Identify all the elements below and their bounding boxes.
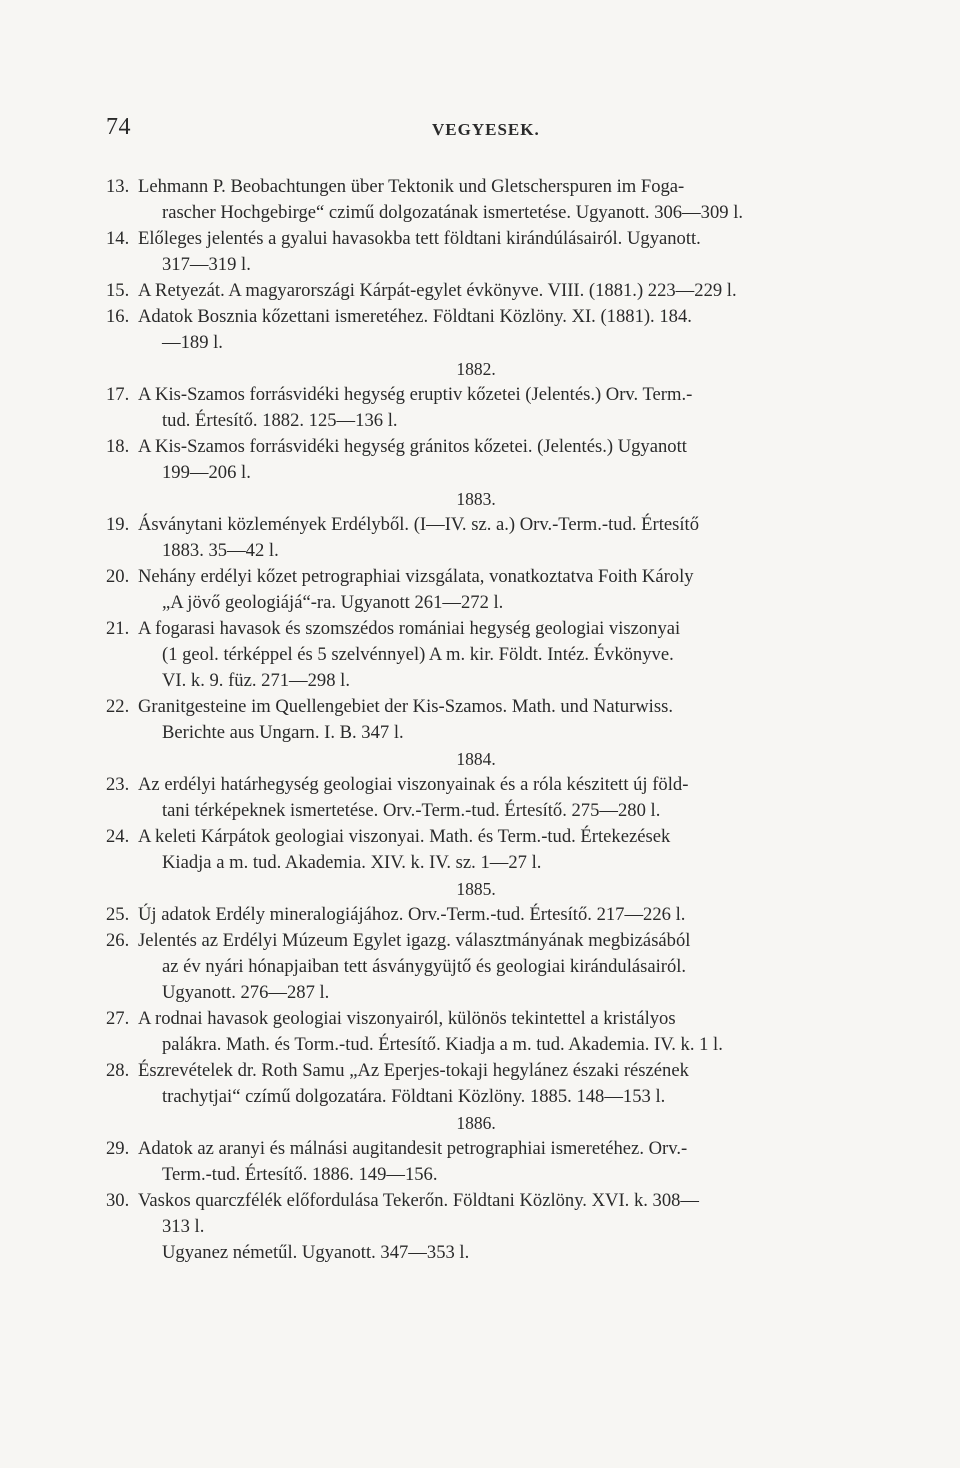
bibliography-entry bbox=[106, 564, 858, 616]
entry-text bbox=[138, 512, 858, 564]
entry-line: rascher Hochgebirge“ czimű dolgozatának ismertetése. Ugyanott. 306—309 l. bbox=[162, 202, 744, 223]
bibliography-entry bbox=[106, 382, 858, 434]
entry-number: 17. bbox=[106, 384, 130, 405]
entry-number: 16. bbox=[106, 306, 130, 327]
entry-line: A Kis-Szamos forrásvidéki hegység gránitos kőzetei. (Jelentés.) Ugyanott bbox=[138, 436, 687, 457]
entry-text bbox=[138, 1188, 858, 1266]
year-heading: 1882. bbox=[456, 359, 496, 379]
entry-text bbox=[138, 1136, 858, 1188]
entry-line: Berichte aus Ungarn. I. B. 347 l. bbox=[162, 722, 404, 743]
bibliography-entry bbox=[106, 174, 858, 226]
entry-text bbox=[138, 174, 858, 226]
bibliography-entry bbox=[106, 304, 858, 356]
entry-line: tud. Értesítő. 1882. 125—136 l. bbox=[162, 410, 398, 431]
entry-line: palákra. Math. és Torm.-tud. Értesítő. Kiadja a m. tud. Akademia. IV. k. 1 l. bbox=[162, 1034, 723, 1055]
entry-line: az év nyári hónapjaiban tett ásványgyüjtő és geologiai kirándulásairól. bbox=[162, 956, 687, 977]
entry-line: (1 geol. térképpel és 5 szelvénnyel) A m. kir. Földt. Intéz. Évkönyve. bbox=[162, 644, 674, 665]
entry-text bbox=[138, 928, 858, 1006]
entry-number: 30. bbox=[106, 1190, 130, 1211]
entry-number: 18. bbox=[106, 436, 130, 457]
bibliography-entry bbox=[106, 1058, 858, 1110]
year-heading: 1883. bbox=[456, 489, 496, 509]
entry-line: tani térképeknek ismertetése. Orv.-Term.-tud. Értesítő. 275—280 l. bbox=[162, 800, 661, 821]
entry-line: A Retyezát. A magyarországi Kárpát-egylet évkönyve. VIII. (1881.) 223—229 l. bbox=[138, 280, 737, 301]
entry-text bbox=[138, 304, 858, 356]
page-number: 74 bbox=[106, 114, 131, 140]
entry-line: Term.-tud. Értesítő. 1886. 149—156. bbox=[162, 1164, 438, 1185]
entry-text bbox=[138, 434, 858, 486]
bibliography-entry bbox=[106, 616, 858, 694]
bibliography-entry bbox=[106, 434, 858, 486]
entry-number: 21. bbox=[106, 618, 130, 639]
bibliography-entry bbox=[106, 1136, 858, 1188]
entry-number: 15. bbox=[106, 280, 130, 301]
entry-number: 22. bbox=[106, 696, 130, 717]
bibliography-entry bbox=[106, 512, 858, 564]
entry-number: 29. bbox=[106, 1138, 130, 1159]
year-heading: 1884. bbox=[456, 749, 496, 769]
entry-text bbox=[138, 226, 858, 278]
entry-text bbox=[138, 278, 858, 304]
entry-line: Észrevételek dr. Roth Samu „Az Eperjes-tokaji hegylánez északi részének bbox=[138, 1060, 689, 1081]
entry-line: 317—319 l. bbox=[162, 254, 251, 275]
entry-line: Lehmann P. Beobachtungen über Tektonik und Gletscherspuren im Foga- bbox=[138, 176, 685, 197]
entry-line: Előleges jelentés a gyalui havasokba tett földtani kirándúlásairól. Ugyanott. bbox=[138, 228, 701, 249]
entry-line: Az erdélyi határhegység geologiai viszonyainak és a róla készitett új föld- bbox=[138, 774, 689, 795]
entry-number: 26. bbox=[106, 930, 130, 951]
bibliography-entry bbox=[106, 902, 858, 928]
entry-line: trachytjai“ czímű dolgozatára. Földtani Közlöny. 1885. 148—153 l. bbox=[162, 1086, 666, 1107]
bibliography-entry bbox=[106, 772, 858, 824]
running-title: VEGYESEK. bbox=[432, 120, 540, 139]
entry-line: A keleti Kárpátok geologiai viszonyai. Math. és Term.-tud. Értekezések bbox=[138, 826, 671, 847]
entry-line: 313 l. bbox=[162, 1216, 205, 1237]
entry-line: Jelentés az Erdélyi Múzeum Egylet igazg. választmányának megbizásából bbox=[138, 930, 691, 951]
entry-number: 14. bbox=[106, 228, 130, 249]
entry-line: —189 l. bbox=[162, 332, 223, 353]
entry-number: 23. bbox=[106, 774, 130, 795]
entry-line: Kiadja a m. tud. Akademia. XIV. k. IV. sz. 1—27 l. bbox=[162, 852, 542, 873]
bibliography-entry bbox=[106, 226, 858, 278]
entry-text bbox=[138, 772, 858, 824]
entry-line: VI. k. 9. füz. 271—298 l. bbox=[162, 670, 350, 691]
entry-line: Adatok Bosznia kőzettani ismeretéhez. Földtani Közlöny. XI. (1881). 184. bbox=[138, 306, 692, 327]
entry-line: Nehány erdélyi kőzet petrographiai vizsgálata, vonatkoztatva Foith Károly bbox=[138, 566, 694, 587]
entry-text bbox=[138, 564, 858, 616]
entry-number: 28. bbox=[106, 1060, 130, 1081]
entry-line: 1883. 35—42 l. bbox=[162, 540, 279, 561]
bibliography-entry bbox=[106, 278, 858, 304]
bibliography-entry bbox=[106, 824, 858, 876]
year-heading: 1886. bbox=[456, 1113, 496, 1133]
entry-line: 199—206 l. bbox=[162, 462, 251, 483]
entry-line: Ugyanott. 276—287 l. bbox=[162, 982, 330, 1003]
bibliography-entry bbox=[106, 1006, 858, 1058]
entry-number: 19. bbox=[106, 514, 130, 535]
entry-text bbox=[138, 1006, 858, 1058]
bibliography-entry bbox=[106, 928, 858, 1006]
entry-line: A rodnai havasok geologiai viszonyairól, különös tekintettel a kristályos bbox=[138, 1008, 676, 1029]
entry-number: 13. bbox=[106, 176, 130, 197]
entry-number: 24. bbox=[106, 826, 130, 847]
bibliography-list bbox=[106, 174, 858, 1266]
entry-text bbox=[138, 616, 858, 694]
entry-number: 20. bbox=[106, 566, 130, 587]
entry-text bbox=[138, 1058, 858, 1110]
entry-line: Vaskos quarczfélék előfordulása Tekerőn. Földtani Közlöny. XVI. k. 308— bbox=[138, 1190, 700, 1211]
entry-line: Ugyanez németűl. Ugyanott. 347—353 l. bbox=[162, 1242, 470, 1263]
entry-line: Adatok az aranyi és málnási augitandesit petrographiai ismeretéhez. Orv.- bbox=[138, 1138, 688, 1159]
bibliography-entry bbox=[106, 694, 858, 746]
entry-text bbox=[138, 694, 858, 746]
entry-line: A Kis-Szamos forrásvidéki hegység eruptiv kőzetei (Jelentés.) Orv. Term.- bbox=[138, 384, 693, 405]
year-heading: 1885. bbox=[456, 879, 496, 899]
entry-number: 27. bbox=[106, 1008, 130, 1029]
bibliography-entry bbox=[106, 1188, 858, 1266]
entry-number: 25. bbox=[106, 904, 130, 925]
entry-line: A fogarasi havasok és szomszédos romániai hegység geologiai viszonyai bbox=[138, 618, 681, 639]
entry-text bbox=[138, 382, 858, 434]
entry-text bbox=[138, 902, 858, 928]
entry-line: „A jövő geologiájá“-ra. Ugyanott 261—272 l. bbox=[162, 592, 504, 613]
entry-text bbox=[138, 824, 858, 876]
entry-line: Granitgesteine im Quellengebiet der Kis-Szamos. Math. und Naturwiss. bbox=[138, 696, 673, 717]
entry-line: Ásványtani közlemények Erdélyből. (I—IV. sz. a.) Orv.-Term.-tud. Értesítő bbox=[138, 514, 699, 535]
entry-line: Új adatok Erdély mineralogiájához. Orv.-Term.-tud. Értesítő. 217—226 l. bbox=[138, 904, 686, 925]
